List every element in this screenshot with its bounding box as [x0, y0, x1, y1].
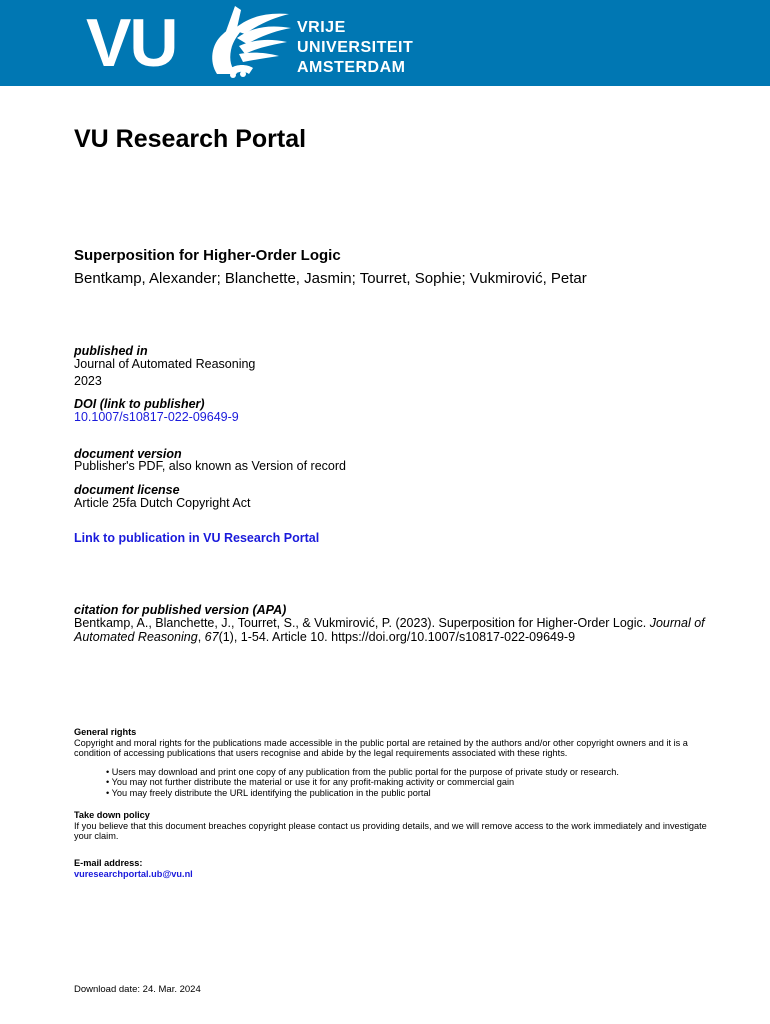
- general-rights-heading: General rights: [74, 727, 137, 737]
- takedown-text: If you believe that this document breaches copyright please contact us providing details, and we will remove access to the work immediately and investigate your claim.: [74, 820, 707, 841]
- portal-title: VU Research Portal: [74, 125, 307, 153]
- general-rights-text: Copyright and moral rights for the publications made accessible in the public portal are retained by the authors and/or other copyright owners and it is a condition of accessing publications that users recognise and abide by the legal requirements associated with these rights.: [74, 737, 688, 758]
- university-name-line: AMSTERDAM: [297, 59, 406, 76]
- university-name-line: UNIVERSITEIT: [297, 39, 414, 56]
- doi-link[interactable]: 10.1007/s10817-022-09649-9: [74, 410, 239, 424]
- list-item: • You may not further distribute the material or use it for any profit-making activity or commercial gain: [106, 777, 724, 788]
- citation-journal: Journal of Automated Reasoning: [74, 616, 705, 644]
- vu-logo-letters: VU: [86, 5, 177, 81]
- list-item: • You may freely distribute the URL identifying the publication in the public portal: [106, 788, 724, 799]
- email-heading: E-mail address:: [74, 858, 143, 868]
- published-in-label: published in: [74, 344, 148, 358]
- portal-publication-link[interactable]: Link to publication in VU Research Portal: [74, 531, 320, 545]
- document-version-label: document version: [74, 447, 182, 461]
- citation-volume: 67: [204, 630, 219, 644]
- email-section: [74, 858, 193, 879]
- paper-authors: Bentkamp, Alexander; Blanchette, Jasmin; Tourret, Sophie; Vukmirović, Petar: [74, 270, 587, 287]
- download-date: Download date: 24. Mar. 2024: [74, 984, 201, 995]
- citation-part: (1), 1-54. Article 10. https://doi.org/10.1007/s10817-022-09649-9: [218, 630, 576, 644]
- email-link[interactable]: vuresearchportal.ub@vu.nl: [74, 868, 193, 879]
- paper-title: Superposition for Higher-Order Logic: [74, 247, 341, 264]
- doi-label: DOI (link to publisher): [74, 397, 205, 411]
- takedown-section: [74, 810, 724, 842]
- citation-part: Bentkamp, A., Blanchette, J., Tourret, S., & Vukmirović, P. (2023). Superposition for Higher-Order Logic.: [74, 616, 650, 630]
- list-item: • Users may download and print one copy of any publication from the public portal for the purpose of private study or research.: [106, 767, 724, 778]
- header-banner: [0, 0, 770, 86]
- takedown-heading: Take down policy: [74, 810, 150, 820]
- publication-year: 2023: [74, 374, 102, 388]
- general-rights-section: [74, 727, 724, 798]
- journal-name: Journal of Automated Reasoning: [74, 357, 256, 371]
- university-name-line: VRIJE: [297, 19, 346, 36]
- citation-text: [74, 616, 724, 644]
- document-version: Publisher's PDF, also known as Version of record: [74, 459, 346, 473]
- rights-list: [74, 767, 724, 799]
- citation-label: citation for published version (APA): [74, 603, 287, 617]
- citation-separator: ,: [197, 630, 205, 644]
- griffin-icon: [203, 4, 295, 80]
- document-license: Article 25fa Dutch Copyright Act: [74, 496, 251, 510]
- document-license-label: document license: [74, 483, 180, 497]
- university-name: [297, 18, 413, 78]
